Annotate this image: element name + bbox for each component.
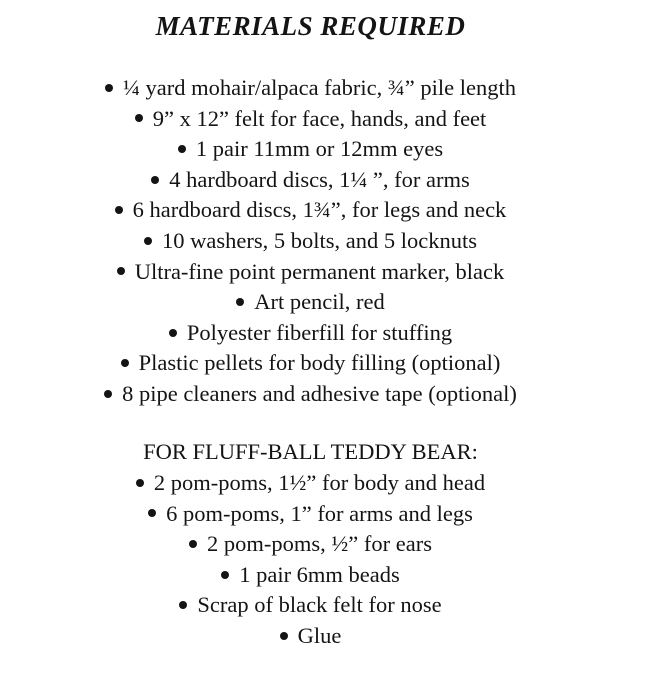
bullet-icon (221, 571, 229, 579)
item-text: 8 pipe cleaners and adhesive tape (optional) (122, 380, 517, 406)
item-text: 10 washers, 5 bolts, and 5 locknuts (162, 227, 477, 253)
list-item (0, 529, 621, 560)
fluff-ball-list (0, 468, 621, 652)
item-text: 6 hardboard discs, 1¾”, for legs and neck (132, 197, 507, 223)
page-title: MATERIALS REQUIRED (155, 11, 466, 41)
list-item (0, 257, 621, 288)
bullet-icon (144, 237, 152, 245)
bullet-icon (148, 509, 156, 517)
item-text: Ultra-fine point permanent marker, black (134, 258, 505, 284)
list-item (0, 590, 621, 621)
item-text: 2 pom-poms, 1½” for body and head (153, 470, 486, 495)
item-text: 4 hardboard discs, 1¼ ”, for arms (169, 166, 470, 192)
item-text: Scrap of black felt for nose (197, 592, 442, 618)
bullet-icon (178, 145, 186, 153)
list-item (0, 104, 621, 135)
list-item (0, 560, 621, 591)
item-text: 6 pom-poms, 1” for arms and legs (166, 500, 473, 526)
list-item (0, 379, 621, 410)
list-item (0, 287, 621, 318)
item-text: 9” x 12” felt for face, hands, and feet (152, 105, 487, 131)
bullet-icon (104, 390, 112, 398)
bullet-icon (179, 601, 187, 609)
bullet-icon (105, 84, 113, 92)
bullet-icon (280, 632, 288, 640)
list-item (0, 318, 621, 349)
item-text: ¼ yard mohair/alpaca fabric, ¾” pile length (123, 75, 516, 100)
bullet-icon (117, 267, 125, 275)
list-item (0, 195, 621, 226)
bullet-icon (136, 479, 144, 487)
item-text: Glue (297, 622, 342, 648)
bullet-icon (189, 540, 197, 548)
materials-list (0, 73, 621, 410)
bullet-icon (121, 359, 129, 367)
item-text: Polyester fiberfill for stuffing (186, 319, 453, 345)
fluff-ball-heading: FOR FLUFF-BALL TEDDY BEAR: (143, 439, 478, 464)
list-item (0, 134, 621, 165)
item-text: 1 pair 11mm or 12mm eyes (195, 136, 444, 162)
list-item (0, 226, 621, 257)
list-item (0, 73, 621, 104)
item-text: Art pencil, red (254, 289, 385, 315)
item-text: 2 pom-poms, ½” for ears (207, 531, 432, 557)
bullet-icon (135, 114, 143, 122)
list-item (0, 348, 621, 379)
list-item (0, 621, 621, 652)
bullet-icon (169, 329, 177, 337)
bullet-icon (151, 176, 159, 184)
bullet-icon (236, 298, 244, 306)
list-item (0, 165, 621, 196)
item-text: 1 pair 6mm beads (239, 561, 400, 587)
bullet-icon (115, 206, 123, 214)
list-item (0, 499, 621, 530)
item-text: Plastic pellets for body filling (optional) (138, 350, 501, 376)
list-item (0, 468, 621, 499)
